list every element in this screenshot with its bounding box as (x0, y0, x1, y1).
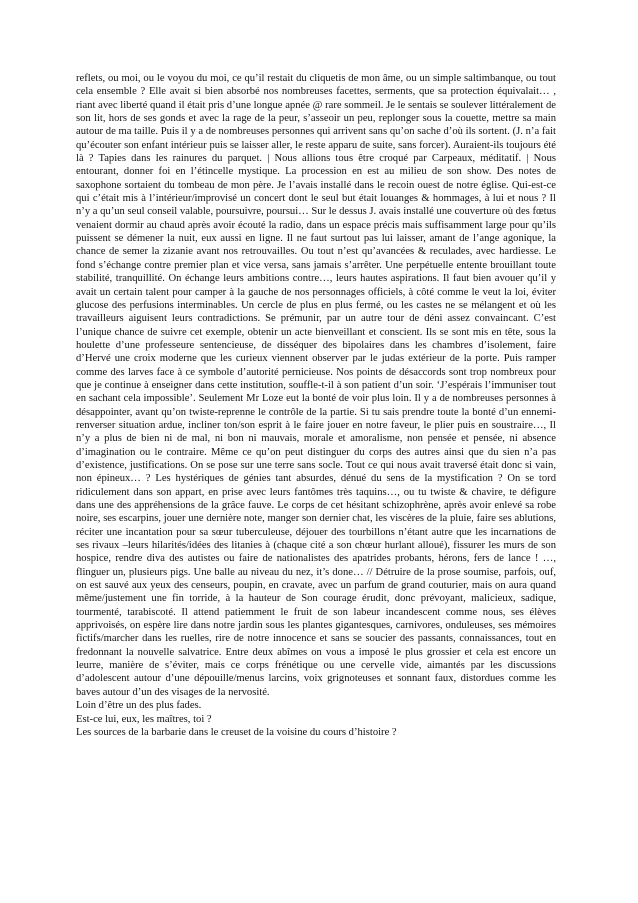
body-line-sources: Les sources de la barbarie dans le creuset de la voisine du cours d’histoire ? (76, 726, 397, 738)
body-line-fades: Loin d’être un des plus fades. (76, 700, 202, 712)
body-line-maitres: Est-ce lui, eux, les maîtres, toi ? (76, 713, 212, 725)
body-paragraph-main: reflets, ou moi, ou le voyou du moi, ce qu’il restait du cliquetis de mon âme, ou un simple saltimbanque, ou tout cela ensemble ? Elle avait si bien absorbé nos nombreuses facettes, serments, que sa protection équivalait… , riant avec liberté quand il était pris d’une longue apnée @ rare sommeil. Je le sentais se soulever littéralement de son lit, hors de ses gonds et avec la rage de la peur, s’asseoir un peu, replonger sous la couette, mettre sa main autour de ma taille. Puis il y a de nombreuses personnes qui arrivent sans qu’on sache d’où ils sortent. (J. n’a fait qu’écouter son enfant intérieur puis se laisser aller, le reste apparu de suite, sans forcer). Auraient-ils toujours été là ? Tapies dans les rainures du parquet. | Nous allions tous être croqué par Carpeaux, méditatif. | Nous entourant, donner foi en l’étincelle mystique. La procession en est au milieu de son show. Des notes de saxophone sortaient du tombeau de mon père. Je l’avais installé dans le recoin ouest de notre église. Qui-est-ce qui c’était mis à l’intérieur/improvisé un concert dont le seul but était louanges & hommages, à lui et nous ? Il n’y a qu’un seul conseil valable, poursuivre, poursui… Sur le dessus J. avais installé une couverture où des fœtus venaient dormir au chaud après avoir écouté la radio, dans un espace précis mais suffisamment large pour qu’ils puissent se démener la nuit, eux aussi en ligne. Il ne faut surtout pas lui laisser, amant de l’ange agonique, la chance de semer la zizanie avant nos retrouvailles. Ou tout n’est qu’avancées & reculades, avec hardiesse. Le fond s’échange contre premier plan et vice versa, sans jamais s’arrêter. Une perpétuelle entente brouillant toute stabilité, tranquillité. On échange leurs ambitions contre…, leurs hautes aspirations. Il faut bien avouer qu’il y avait un certain talent pour camper à la gauche de nos personnages officiels, à côté comme le veut la loi, éviter glucose des perfusions interminables. Un cercle de plus en plus fermé, ou les castes ne se mélangent et où les travailleurs aiguisent leurs contradictions. Se prémunir, par un autre tour de déni assez convaincant. C’est l’unique chance de suivre cet exemple, obtenir un acte bienveillant et conscient. Ils se sont mis en tête, sous la houlette d’une professeure sentencieuse, de disséquer des bipolaires dans les chambres d’isolement, faire d’Hervé une croix moderne que les curieux viennent observer par le judas extérieur de la porte. Puis ramper comme des larves face à ce symbole d’autorité pernicieuse. Nos points de désaccords sont trop nombreux pour que je continue à enseigner dans cette institution, souffle-t-il à son patient d’un soir. ‘J’espérais l’immuniser tout en sachant cela impossible’. Seulement Mr Loze eut la bonté de voir plus loin. Il y a de nombreuses personnes à désappointer, avant qu’on twiste-reprenne le contrôle de la partie. Si tu sais prendre toute la bonté d’un ennemi-renverser situation ardue, incliner ton/son esprit à le faire jouer en notre faveur, le plier puis en soustraire…, Il n’y a plus de bien ni de mal, ni bon ni mauvais, morale et amoralisme, non pensée et pensée, ni absence d’imagination ou le contraire. Même ce qu’on peut distinguer du corps des autres ainsi que du sien n’a pas d’existence, justifications. On se pose sur une terre sans socle. Tout ce qui nous avait traversé était donc si vain, non épineux… ? Les hystériques de génies tant absurdes, dénué du sens de la mystification ? On se tord ridiculement dans son appart, en prise avec leurs fantômes très taquins…, ou tu twiste & chavire, te défigure dans une des appréhensions de la grâce fauve. Le corps de cet hésitant schizophrène, après avoir enlevé sa robe noire, ses escarpins, jouer une dernière note, manger son dernier chat, les viscères de la pluie, faire ses ablutions, réciter une incantation pour sa sœur tuberculeuse, déjouer des tourbillons n’étant autre que les incarnations de ses rivaux –leurs hilarités/idées des litanies à (chaque cité a son chœur hurlant alloué), fissurer les murs de son hospice, rendre diva des autistes ou faire de nationalistes des apatrides probants, hérons, fers de lance ! …, flinguer un, plusieurs pigs. Une balle au niveau du nez, it’s done… // Détruire de la prose soumise, parfois, ouf, on est sauvé aux yeux des censeurs, poupin, en cravate, avec un parfum de grand couturier, mais on aura quand même/justement une fin torride, à la hauteur de Son courage érudit, donc prévoyant, malicieux, sadique, tourmenté, tarabiscoté. Il attend patiemment le fruit de son labeur incandescent comme nous, ses élèves apprivoisés, on espère lire dans notre jardin sous les plantes gigantesques, carnivores, onduleuses, ses mémoires fictifs/marcher dans les ruelles, rire de notre innocence et sans se soucier des passants, connaissances, tout en fredonnant la nouvelle salvatrice. Entre deux abîmes on vous a imposé le plus grossier et cela est encore un leurre, manière de s’éviter, mais ce corps frénétique ou une cervelle vide, aimantés par les discussions d’adolescent autour d’une dépouille/menus larcins, voix grignoteuses et sonnant faux, distordues comme les baves autour d’un des visages de la nervosité. (76, 73, 556, 698)
document-page (76, 72, 556, 739)
